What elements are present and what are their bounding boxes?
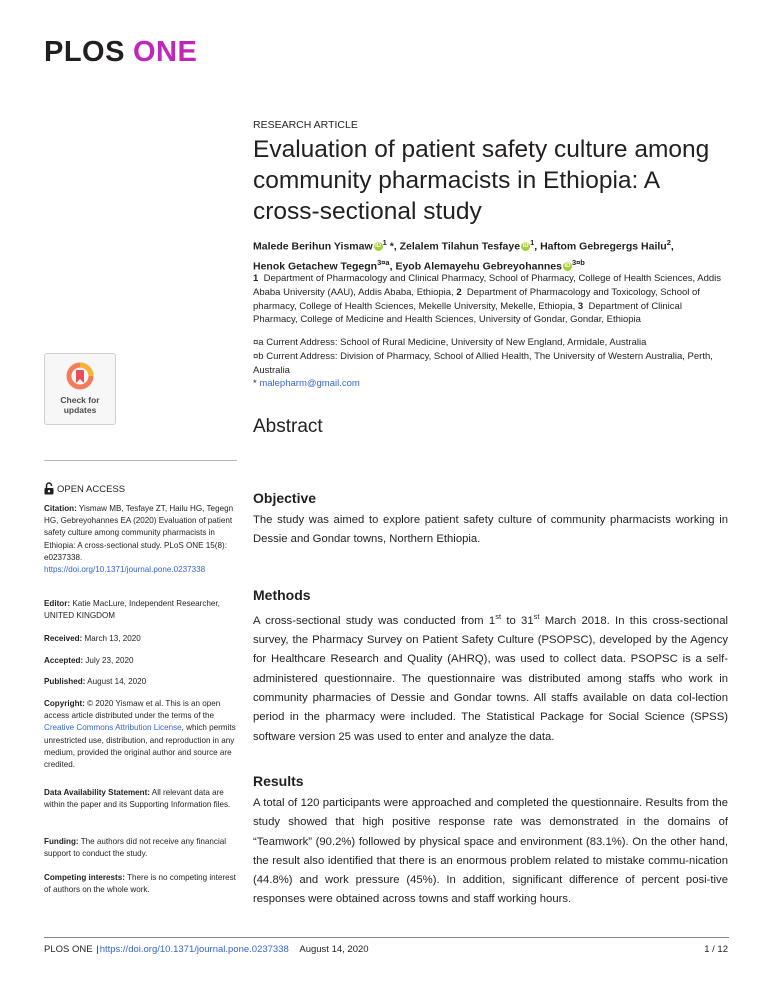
check-updates-icon [65,361,95,391]
citation-text: Yismaw MB, Tesfaye ZT, Hailu HG, Tegegn HG, Gebreyohannes EA (2020) Evaluation of patient safety culture among community pharmacists in Ethiopia: A cross-sectional study. PLoS ONE 15(8): e0237338. [44,504,234,562]
ordinal-sup: st [533,612,540,621]
current-address: ¤a Current Address: School of Rural Medicine, University of New England, Armidale, Australia [253,337,647,348]
methods-text-part: to 31 [501,614,534,627]
orcid-icon[interactable]: iD [375,243,382,250]
author-affiliation-sup: 2 [666,238,671,247]
corresponding-email-line [253,377,728,391]
logo-one: ONE [132,36,198,68]
published-value: August 14, 2020 [85,677,147,686]
competing-interests [44,872,239,896]
author-name[interactable]: Haftom Gebregergs Hailu [540,240,667,253]
affiliation-number: 2 [456,286,462,298]
accepted-date [44,655,239,667]
author-affiliation-sup: 3¤a [377,258,390,267]
affiliation-text: Department of Clinical Pharmacy, College of Medicine and Health Sciences, University of Gondar, Gondar, Ethiopia [253,300,682,326]
author-separator: *, [386,240,400,253]
current-address: ¤b Current Address: Division of Pharmacy, School of Allied Health, The University of Western Australia, Perth, Australia [253,350,713,376]
author-affiliation-sup: 1 [530,238,535,247]
methods-heading: Methods [253,587,311,603]
affiliation-number: 3 [577,300,584,312]
sidebar-divider [44,460,237,461]
methods-text-part: March 2018. In this cross-sectional survey, the Pharmacy Survey on Patient Safety Culture (PSOPSC), developed by the Agency for Healthcare Research and Quality (AHRQ), was used to collect data. PSOPSC is a self-administered questionnaire. The questionnaire was distributed among staffs who work in community pharmacies of Dessie and Gondar towns. All staffs available on data col-lection period in the pharmacy were included. The Statistical Package for Social Science (SPSS) software version 25 was used to enter and analyze the data. [253,614,729,743]
accepted-value: July 23, 2020 [83,656,134,665]
footer-divider [44,937,729,938]
competing-interests-label: Competing interests: [44,873,125,882]
editor [44,598,239,622]
logo-plos: PLOS [44,36,125,68]
data-availability [44,787,239,811]
footer-separator: | [96,944,99,955]
open-access-label [44,482,125,497]
funding-label: Funding: [44,837,79,846]
footer [44,944,369,956]
methods-text-part: A cross-sectional study was conducted from 1 [253,614,496,627]
article-type: RESEARCH ARTICLE [253,119,358,131]
orcid-icon[interactable]: iD [564,263,571,270]
received-value: March 13, 2020 [82,634,141,643]
objective-heading: Objective [253,490,317,506]
email-link[interactable]: malepharm@gmail.com [259,378,360,390]
published-date [44,676,239,688]
author-separator: , [670,240,674,253]
copyright-text: , which permits unrestricted use, distribution, and reproduction in any medium, provided the original author and source are credited. [44,723,236,770]
funding-text: The authors did not receive any financial support to conduct the study. [44,837,227,859]
results-heading: Results [253,773,304,789]
open-access-text: OPEN ACCESS [57,484,126,495]
check-updates-label: Check for updates [60,395,100,415]
copyright-label: Copyright: [44,699,85,708]
page-number: 1 / 12 [704,944,728,955]
license-link[interactable]: Creative Commons Attribution License [44,723,182,733]
author-separator: , [389,260,396,273]
author-separator: , [534,240,541,253]
footer-doi-link[interactable]: https://doi.org/10.1371/journal.pone.0237338 [99,944,289,955]
received-label: Received: [44,634,83,643]
author-name[interactable]: Malede Berihun Yismaw [253,240,373,253]
abstract-heading: Abstract [253,416,323,437]
funding [44,836,239,860]
received-date [44,633,239,645]
affiliation-number: 1 [253,273,259,284]
objective-text: The study was aimed to explore patient safety culture of community pharmacists working in Dessie and Gondar towns, Northern Ethiopia. [253,514,728,546]
article-title: Evaluation of patient safety culture among community pharmacists in Ethiopia: A cross-sectional study [253,136,710,225]
author-affiliation-sup: 3¤b [571,258,585,267]
citation [44,503,239,576]
author-name[interactable]: Henok Getachew Tegegn [253,260,378,273]
journal-logo[interactable] [44,34,197,70]
citation-label: Citation: [44,504,77,513]
corresponding-star: * [253,378,257,390]
orcid-icon[interactable]: iD [522,243,529,250]
affiliation-text: Department of Pharmacology and Toxicology, School of pharmacy, College of Health Sciences, Mekelle University, Mekelle, Ethiopia, [253,286,700,312]
published-label: Published: [44,677,86,686]
affiliation-text: Department of Pharmacology and Clinical Pharmacy, School of Pharmacy, College of Health Sciences, Addis Ababa University (AAU), Addis Ababa, Ethiopia, [253,273,722,298]
footer-journal: PLOS ONE [44,944,93,955]
methods-text [253,607,728,747]
editor-text: Katie MacLure, Independent Researcher, UNITED KINGDOM [44,599,220,621]
footer-date: August 14, 2020 [299,944,369,955]
open-lock-icon [44,482,54,495]
results-text: A total of 120 participants were approached and completed the questionnaire. Results from the study showed that high positive response rate was demonstrated in the domains of “Teamwork” (90.2%) followed by physical space and environment (83.1%). On the other hand, the result also identified that there is an enormous problem related to mistake commu-nication (44.8%) and work pressure (45%). In addition, significant difference of percent posi-tive responses were obtained across towns and staff working hours. [253,797,728,906]
copyright-text: © 2020 Yismaw et al. This is an open access article distributed under the terms of the [44,699,221,721]
editor-label: Editor: [44,599,71,608]
check-for-updates-badge[interactable] [44,353,116,425]
author-list [253,235,728,275]
accepted-label: Accepted: [44,656,84,665]
author-name[interactable]: Eyob Alemayehu Gebreyohannes [395,260,562,273]
data-availability-label: Data Availability Statement: [44,788,150,797]
affiliations [253,272,728,327]
citation-doi-link[interactable]: https://doi.org/10.1371/journal.pone.0237338 [44,565,206,575]
ordinal-sup: st [495,612,502,621]
copyright [44,698,239,771]
competing-interests-text: There is no competing interest of authors on the whole work. [44,873,236,895]
author-affiliation-sup: 1 [382,238,387,247]
author-name[interactable]: Zelalem Tilahun Tesfaye [399,240,521,253]
current-addresses [253,336,728,391]
data-availability-text: All relevant data are within the paper and its Supporting Information files. [44,788,231,810]
